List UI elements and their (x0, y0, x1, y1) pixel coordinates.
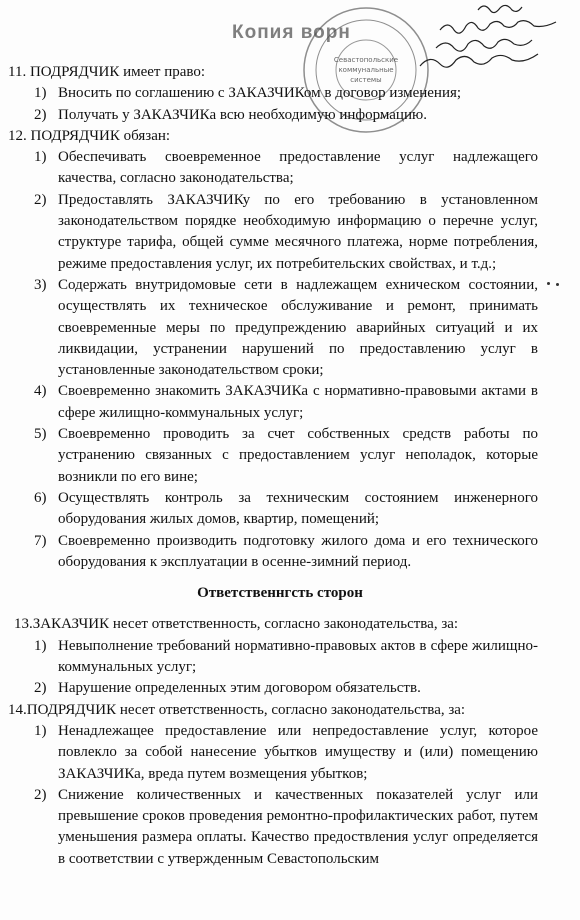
section-number: 11. (8, 64, 27, 80)
item-text: Своевременно знакомить ЗАКАЗЧИКа с нормативно-правовыми актами в сфере жилищно-коммунальных услуг; (58, 383, 538, 421)
list-item (0, 381, 580, 424)
item-text: Получать у ЗАКАЗЧИКа всю необходимую информацию. (58, 106, 427, 123)
item-number: 4) (34, 383, 47, 400)
section-14-list (0, 721, 580, 870)
item-text: Снижение количественных и качественных показателей услуг или превышение сроков проведения ремонтно-профилактических работ, путем уменьшения размера оплаты. Качество предоствления услуг определяется в соответствии с утвержденным Севастопольским (58, 786, 538, 867)
item-text: Обеспечивать своевременное предоставление услуг надлежащего качества, согласно законодательства; (58, 149, 538, 187)
section-11-title (0, 62, 580, 83)
list-item (0, 190, 580, 275)
section-13-title (0, 614, 580, 635)
item-number: 1) (34, 149, 47, 166)
section-12-list (0, 147, 580, 573)
section-number: 12. (8, 127, 27, 144)
item-number: 2) (34, 680, 47, 697)
list-item (0, 785, 580, 870)
section-14-title (0, 700, 580, 721)
handwritten-signature (400, 0, 580, 70)
scan-speck (547, 282, 550, 285)
list-item (0, 275, 580, 381)
list-item (0, 424, 580, 488)
item-text: Своевременно производить подготовку жилого дома и его технического оборудования к эксплуатации в осенне-зимний период. (58, 532, 538, 570)
item-text: Осуществлять контроль за техническим состоянием инженерного оборудования жилых домов, квартир, помещений; (58, 489, 538, 528)
item-number: 2) (34, 191, 47, 208)
svg-text:коммунальные: коммунальные (338, 66, 394, 74)
list-item (0, 147, 580, 190)
svg-text:системы: системы (350, 76, 382, 84)
document-body (0, 62, 580, 870)
copy-mark: Копия ворн (232, 22, 351, 43)
list-item (0, 721, 580, 785)
list-item (0, 83, 580, 104)
list-item (0, 531, 580, 574)
list-item (0, 488, 580, 531)
item-number: 1) (34, 722, 47, 739)
list-item (0, 678, 580, 699)
section-12-title (0, 126, 580, 147)
item-number: 6) (34, 489, 47, 506)
list-item (0, 636, 580, 679)
section-title: ПОДРЯДЧИК имеет право: (29, 64, 206, 80)
item-number: 3) (34, 276, 47, 293)
list-item (0, 105, 580, 126)
section-number: 14. (8, 701, 27, 718)
section-11-list (0, 83, 580, 126)
item-number: 1) (34, 637, 47, 654)
section-number: 13. (14, 616, 33, 633)
item-text: Нарушение определенных этим договором обязательств. (58, 680, 421, 697)
item-number: 2) (34, 786, 47, 803)
item-text: Предоставлять ЗАКАЗЧИКу по его требованию в установленном законодательством порядке необходимую информацию о перечне услуг, структуре тарифа, общей сумме месячного платежа, норме потребления, режиме предоставления услуг, их потребительских свойствах, и т.д.; (58, 191, 538, 272)
item-number: 5) (34, 426, 47, 443)
svg-text:Севастопольские: Севастопольские (333, 56, 399, 64)
item-number: 7) (34, 532, 47, 549)
section-title: ПОДРЯДЧИК обязан: (30, 127, 171, 144)
section-heading: Ответственнгсть сторон (197, 585, 363, 602)
section-13-list (0, 636, 580, 700)
item-text: Вносить по соглашению с ЗАКАЗЧИКом в договор изменения; (58, 85, 462, 102)
item-text: Своевременно проводить за счет собственных средств работы по устранению связанных с предоставлением услуг неполадок, которые возникли по его вине; (58, 426, 538, 485)
item-text: Ненадлежащее предоставление или непредоставление услуг, которое повлекло за собой нанесение убытков имуществу и (или) помещению ЗАКАЗЧИКа, вреда путем возмещения убытков; (58, 722, 538, 782)
item-number: 1) (34, 85, 47, 102)
section-title: ПОДРЯДЧИК несет ответственность, согласно законодательства, за: (26, 701, 466, 718)
item-text: Содержать внутридомовые сети в надлежащем ехническом состоянии, осуществлять их техническое обслуживание и ремонт, принимать своевременные меры по предупреждению аварийных ситуаций и их ликвидации, устранении нарушений по предоставлению услуг в установленные законодательством сроки; (58, 276, 538, 379)
item-text: Невыполнение требований нормативно-правовых актов в сфере жилищно-коммунальных услуг; (58, 637, 538, 676)
scan-speck (556, 283, 559, 286)
section-title: ЗАКАЗЧИК несет ответственность, согласно законодательства, за: (32, 616, 459, 633)
item-number: 2) (34, 106, 47, 123)
